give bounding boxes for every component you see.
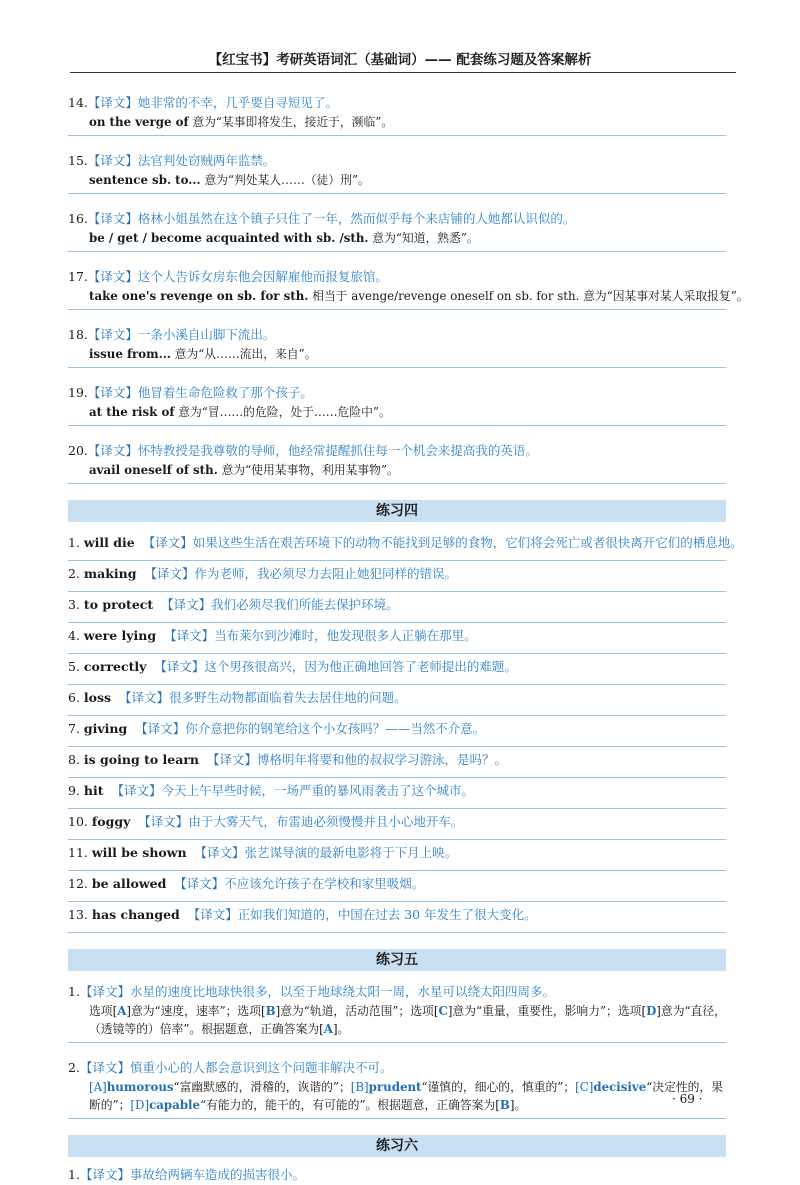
item-number: 2. xyxy=(68,566,80,581)
phrase-note xyxy=(68,171,726,189)
item-number: 14. xyxy=(68,95,88,110)
translation-tag: 【译文】 xyxy=(135,721,186,736)
exercise-4-row xyxy=(68,902,726,933)
section-title-6: 练习六 xyxy=(68,1135,726,1157)
translation-tag: 【译文】 xyxy=(87,211,138,226)
section-title-4: 练习四 xyxy=(68,500,726,522)
exercise-4-row xyxy=(68,561,726,592)
item-number: 19. xyxy=(68,385,88,400)
translation-text: 怀特教授是我尊敬的导师，他经常提醒抓住每一个机会来提高我的英语。 xyxy=(137,443,538,458)
translation-tag: 【译文】 xyxy=(111,783,162,798)
translation-entry xyxy=(68,322,726,368)
phrase-note xyxy=(68,287,749,305)
option-explanation: [A]humorous“富幽默感的，滑稽的，诙谐的”；[B]prudent“谨慎的，细心的，慎重的”；[C]decisive“决定性的，果断的”；[D]capable“有能力的，能干的，有可能的”。根据题意，正确答案为[B]。 xyxy=(89,1080,724,1112)
item-number: 11. xyxy=(68,845,88,860)
exercise-4-row xyxy=(68,685,726,716)
item-number: 12. xyxy=(68,876,88,891)
translation-text: 博格明年将要和他的叔叔学习游泳，是吗？。 xyxy=(256,752,507,767)
translation-text: 如果这些生活在艰苦环境下的动物不能找到足够的食物，它们将会死亡或者很快离开它们的栖息地。 xyxy=(192,535,743,550)
translation-text: 你介意把你的钢笔给这个小女孩吗？——当然不介意。 xyxy=(185,721,486,736)
translation-tag: 【译文】 xyxy=(79,1060,130,1075)
translation-text: 慎重小心的人都会意识到这个问题非解决不可。 xyxy=(129,1060,393,1075)
phrase-explanation: 意为“使用某事物，利用某事物”。 xyxy=(217,463,399,477)
exercise-6-item-1 xyxy=(68,1165,726,1185)
translation-entries xyxy=(68,90,749,484)
item-number: 15. xyxy=(68,153,88,168)
answer: foggy xyxy=(91,814,131,829)
answer: will die xyxy=(83,535,135,550)
answer: giving xyxy=(83,721,128,736)
exercise-4-row xyxy=(68,747,726,778)
phrase: take one's revenge on sb. for sth. xyxy=(89,289,309,303)
header-rule xyxy=(70,72,736,73)
phrase: be / get / become acquainted with sb. /sth. xyxy=(89,231,369,245)
item-number: 2. xyxy=(68,1060,80,1075)
item-number: 17. xyxy=(68,269,88,284)
item-number: 3. xyxy=(68,597,80,612)
translation-tag: 【译文】 xyxy=(87,153,138,168)
phrase: on the verge of xyxy=(89,115,189,129)
exercise-4-row xyxy=(68,871,726,902)
item-number: 16. xyxy=(68,211,88,226)
translation-tag: 【译文】 xyxy=(142,535,193,550)
phrase: issue from... xyxy=(89,347,171,361)
exercise-4-row xyxy=(68,654,726,685)
item-number: 7. xyxy=(68,721,80,736)
phrase: sentence sb. to... xyxy=(89,173,201,187)
translation-text: 正如我们知道的，中国在过去 30 年发生了很大变化。 xyxy=(237,907,537,922)
translation-tag: 【译文】 xyxy=(206,752,257,767)
page-number: · 69 · xyxy=(672,1092,703,1106)
page-content xyxy=(68,90,749,1185)
item-number: 10. xyxy=(68,814,88,829)
translation-text: 由于大雾天气，布雷迪必须慢慢并且小心地开车。 xyxy=(188,814,464,829)
item-number: 1. xyxy=(68,535,80,550)
answer: be allowed xyxy=(91,876,167,891)
exercise-5-item-2 xyxy=(68,1055,726,1119)
translation-entry xyxy=(68,264,749,310)
correct-answer: B xyxy=(499,1098,510,1112)
translation-text: 这个人告诉女房东他会因解雇他而报复旅馆。 xyxy=(137,269,388,284)
phrase-note xyxy=(68,461,726,479)
translation-tag: 【译文】 xyxy=(174,876,225,891)
exercise-4-row xyxy=(68,840,726,871)
translation-entry xyxy=(68,148,726,194)
answer: hit xyxy=(83,783,104,798)
option-explanation: 选项[A]意为“速度，速率”；选项[B]意为“轨道，活动范围”；选项[C]意为“重量，重要性，影响力”；选项[D]意为“直径，（透镜等的）倍率”。根据题意，正确答案为[A]。 xyxy=(89,1004,726,1036)
translation-tag: 【译文】 xyxy=(87,443,138,458)
translation-tag: 【译文】 xyxy=(164,628,215,643)
correct-answer: A xyxy=(323,1022,333,1036)
phrase-explanation: 意为“从……流出，来自”。 xyxy=(170,347,317,361)
phrase-explanation: 意为“某事即将发生，接近于，濒临”。 xyxy=(188,115,394,129)
translation-tag: 【译文】 xyxy=(194,845,245,860)
translation-text: 今天上午早些时候，一场严重的暴风雨袭击了这个城市。 xyxy=(161,783,475,798)
translation-text: 不应该允许孩子在学校和家里吸烟。 xyxy=(224,876,425,891)
translation-entry xyxy=(68,438,726,484)
phrase-explanation: 相当于 avenge/revenge oneself on sb. for sth. 意为“因某事对某人采取报复”。 xyxy=(308,289,749,303)
exercise-4-row xyxy=(68,530,743,561)
answer: were lying xyxy=(83,628,157,643)
phrase-note xyxy=(68,403,726,421)
exercise-4-list xyxy=(68,530,743,933)
translation-text: 作为老师，我必须尽力去阻止她犯同样的错误。 xyxy=(194,566,457,581)
translation-tag: 【译文】 xyxy=(79,1167,130,1182)
phrase-explanation: 意为“冒……的危险，处于……危险中”。 xyxy=(174,405,391,419)
translation-text: 张艺谋导演的最新电影将于下月上映。 xyxy=(244,845,458,860)
item-number: 9. xyxy=(68,783,80,798)
translation-text: 水星的速度比地球快很多，以至于地球绕太阳一周，水星可以绕太阳四周多。 xyxy=(129,984,555,999)
exercise-4-row xyxy=(68,716,726,747)
translation-tag: 【译文】 xyxy=(161,597,212,612)
exercise-4-row xyxy=(68,809,726,840)
phrase-note xyxy=(68,345,726,363)
translation-entry xyxy=(68,380,726,426)
phrase: at the risk of xyxy=(89,405,175,419)
item-number: 13. xyxy=(68,907,88,922)
answer: has changed xyxy=(91,907,180,922)
translation-tag: 【译文】 xyxy=(79,984,130,999)
exercise-4-row xyxy=(68,778,726,809)
translation-text: 一条小溪自山脚下流出。 xyxy=(137,327,276,342)
translation-text: 我们必须尽我们所能去保护环境。 xyxy=(211,597,399,612)
translation-tag: 【译文】 xyxy=(138,814,189,829)
item-number: 20. xyxy=(68,443,88,458)
item-number: 4. xyxy=(68,628,80,643)
translation-text: 法官判处窃贼两年监禁。 xyxy=(137,153,276,168)
translation-entry xyxy=(68,206,726,252)
phrase-explanation: 意为“判处某人……（徒）刑”。 xyxy=(200,173,370,187)
phrase-note xyxy=(68,113,726,131)
exercise-5-item-1 xyxy=(68,979,726,1043)
translation-tag: 【译文】 xyxy=(144,566,195,581)
answer: loss xyxy=(83,690,112,705)
phrase: avail oneself of sth. xyxy=(89,463,218,477)
item-number: 1. xyxy=(68,1167,80,1182)
exercise-4-row xyxy=(68,592,726,623)
item-number: 5. xyxy=(68,659,80,674)
translation-text: 这个男孩很高兴，因为他正确地回答了老师提出的难题。 xyxy=(204,659,517,674)
page-header: 【红宝书】考研英语词汇（基础词）—— 配套练习题及答案解析 xyxy=(208,52,592,68)
translation-entry xyxy=(68,90,726,136)
translation-tag: 【译文】 xyxy=(87,95,138,110)
item-number: 6. xyxy=(68,690,80,705)
phrase-note xyxy=(68,229,726,247)
answer: making xyxy=(83,566,137,581)
translation-tag: 【译文】 xyxy=(154,659,205,674)
item-number: 8. xyxy=(68,752,80,767)
translation-tag: 【译文】 xyxy=(187,907,238,922)
answer: to protect xyxy=(83,597,154,612)
translation-text: 他冒着生命危险救了那个孩子。 xyxy=(137,385,313,400)
translation-text: 事故给两辆车造成的损害很小。 xyxy=(129,1167,305,1182)
translation-text: 格林小姐虽然在这个镇子只住了一年，然而似乎每个来店铺的人她都认识似的。 xyxy=(137,211,576,226)
translation-text: 当布莱尔到沙滩时，他发现很多人正躺在那里。 xyxy=(214,628,477,643)
translation-tag: 【译文】 xyxy=(119,690,170,705)
translation-text: 她非常的不幸，几乎要自寻短见了。 xyxy=(137,95,338,110)
answer: will be shown xyxy=(91,845,187,860)
answer: is going to learn xyxy=(83,752,200,767)
answer: correctly xyxy=(83,659,147,674)
translation-tag: 【译文】 xyxy=(87,385,138,400)
translation-tag: 【译文】 xyxy=(87,327,138,342)
item-number: 18. xyxy=(68,327,88,342)
translation-tag: 【译文】 xyxy=(87,269,138,284)
translation-text: 很多野生动物都面临着失去居住地的问题。 xyxy=(169,690,407,705)
exercise-4-row xyxy=(68,623,726,654)
item-number: 1. xyxy=(68,984,80,999)
section-title-5: 练习五 xyxy=(68,949,726,971)
phrase-explanation: 意为“知道，熟悉”。 xyxy=(368,231,479,245)
